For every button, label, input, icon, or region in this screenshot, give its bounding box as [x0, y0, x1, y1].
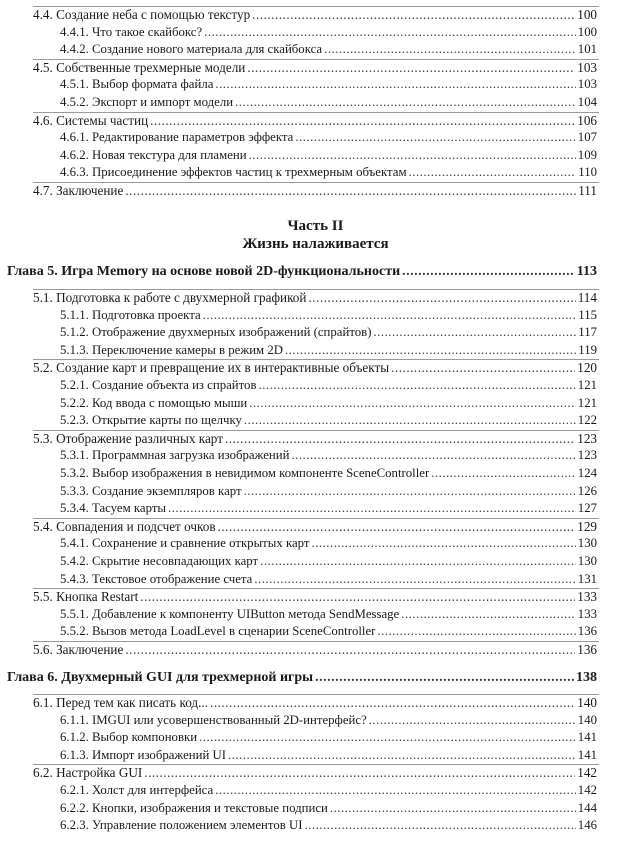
- toc-entry-title: 5.4.2. Скрытие несовпадающих карт: [60, 554, 259, 568]
- page-number: 106: [577, 112, 597, 128]
- toc-entry-title: 6.2.3. Управление положением элементов UI: [60, 818, 303, 833]
- toc-entry-title: 5.6. Заключение: [33, 642, 124, 657]
- page-number: 140: [577, 695, 597, 710]
- page-number: 142: [577, 783, 597, 797]
- dot-leader: [291, 448, 575, 463]
- dot-leader: [409, 165, 577, 180]
- toc-entry-title: 4.6. Системы частиц: [33, 112, 149, 128]
- dot-leader: [144, 765, 575, 781]
- toc-entry-title: 5.3.2. Выбор изображения в невидимом компоненте SceneController: [60, 466, 430, 480]
- dot-leader: [210, 695, 575, 711]
- toc-entry-title: 6.2.2. Кнопки, изображения и текстовые подписи: [60, 800, 328, 815]
- dot-leader: [225, 431, 575, 447]
- page-number: 121: [577, 378, 597, 392]
- toc-entry-title: 4.4.2. Создание нового материала для скайбокса: [60, 42, 323, 57]
- page-number: 130: [577, 554, 597, 568]
- dot-leader: [204, 25, 576, 40]
- dot-leader: [249, 148, 576, 163]
- toc-section: [33, 60, 597, 76]
- toc-subsection: [60, 783, 597, 798]
- dot-leader: [244, 413, 576, 428]
- page-number: 121: [577, 395, 597, 410]
- toc-entry-title: 4.6.1. Редактирование параметров эффекта: [60, 130, 294, 145]
- part-label: Часть II: [287, 218, 344, 234]
- toc-entry-title: 4.6.2. Новая текстура для пламени: [60, 147, 247, 162]
- page-number: 120: [577, 360, 597, 376]
- page-number: 103: [577, 77, 597, 92]
- toc-section: [33, 431, 597, 447]
- dot-leader: [150, 113, 575, 129]
- page-number: 136: [577, 624, 597, 639]
- toc-subsection: [60, 148, 597, 163]
- toc-subsection: [60, 536, 597, 551]
- page-number: 131: [577, 571, 597, 586]
- toc-section: [33, 589, 597, 605]
- page-number: 127: [577, 501, 597, 516]
- toc-entry-title: 5.1.3. Переключение камеры в режим 2D: [60, 342, 283, 357]
- toc-entry-title: 5.4. Совпадения и подсчет очков: [33, 518, 216, 534]
- toc-entry-title: 5.4.1. Сохранение и сравнение открытых карт: [60, 536, 310, 551]
- toc-entry-title: 4.5.2. Экспорт и импорт модели: [60, 95, 234, 109]
- toc-subsection: [60, 748, 597, 763]
- page-number: 100: [577, 24, 597, 39]
- page-number: 119: [578, 342, 597, 357]
- toc-subsection: [60, 466, 597, 481]
- page-number: 123: [577, 430, 597, 446]
- toc-entry-title: 6.1.3. Импорт изображений UI: [60, 747, 227, 762]
- toc-section: [33, 519, 597, 535]
- dot-leader: [252, 7, 575, 23]
- dot-leader: [312, 536, 576, 551]
- toc-subsection: [60, 484, 597, 499]
- page-number: 144: [577, 800, 597, 815]
- dot-leader: [369, 713, 576, 728]
- page-number: 101: [577, 42, 597, 57]
- dot-leader: [295, 130, 575, 145]
- toc-subsection: [60, 325, 597, 340]
- toc-subsection: [60, 501, 597, 516]
- page-number: 140: [577, 712, 597, 727]
- toc-subsection: [60, 42, 597, 57]
- page-number: 133: [577, 589, 597, 605]
- page-number: 130: [577, 536, 597, 551]
- page-number: 115: [578, 307, 597, 322]
- toc-entry-title: 6.1.1. IMGUI или усовершенствованный 2D-интерфейс?: [60, 712, 367, 727]
- page-number: 110: [578, 165, 597, 180]
- page-number: 146: [577, 818, 597, 833]
- toc-subsection: [60, 25, 597, 40]
- page-number: 141: [577, 730, 597, 745]
- toc-entry-title: 5.5.2. Вызов метода LoadLevel в сценарии SceneController: [60, 624, 376, 639]
- toc-entry-title: 5.1.1. Подготовка проекта: [60, 307, 201, 322]
- dot-leader: [285, 343, 576, 358]
- dot-leader: [373, 325, 576, 340]
- toc-entry-title: 4.5. Собственные трехмерные модели: [33, 59, 246, 75]
- dot-leader: [199, 730, 576, 745]
- toc-subsection: [60, 308, 597, 323]
- toc-section: [33, 7, 597, 23]
- dot-leader: [140, 589, 575, 605]
- toc-section: [33, 695, 597, 711]
- page-number: 126: [577, 483, 597, 498]
- dot-leader: [125, 642, 575, 658]
- dot-leader: [401, 607, 576, 622]
- toc-section: [33, 360, 597, 376]
- toc-entry-title: 5.5.1. Добавление к компоненту UIButton метода SendMessage: [60, 606, 400, 621]
- toc-subsection: [60, 801, 597, 816]
- toc-entry-title: 5.2.1. Создание объекта из спрайтов: [60, 378, 257, 392]
- toc-section: [33, 765, 597, 781]
- page-number: 142: [577, 765, 597, 781]
- toc-subsection: [60, 572, 597, 587]
- toc-entry-title: 5.3.3. Создание экземпляров карт: [60, 483, 242, 498]
- dot-leader: [235, 95, 576, 110]
- toc-subsection: [60, 396, 597, 411]
- toc-entry-title: 6.1.2. Выбор компоновки: [60, 730, 198, 745]
- dot-leader: [228, 748, 576, 763]
- dot-leader: [247, 60, 575, 76]
- page-number: 117: [578, 325, 597, 340]
- dot-leader: [244, 484, 576, 499]
- page-number: 104: [577, 95, 597, 109]
- toc-section: [33, 113, 597, 129]
- toc-subsection: [60, 165, 597, 180]
- dot-leader: [431, 466, 576, 481]
- dot-leader: [402, 264, 575, 280]
- dot-leader: [324, 42, 576, 57]
- part-title: Жизнь налаживается: [242, 236, 389, 252]
- toc-entry-title: 4.6.3. Присоединение эффектов частиц к трехмерным объектам: [60, 165, 407, 180]
- toc-entry-title: Глава 5. Игра Memory на основе новой 2D-функциональности: [7, 264, 401, 279]
- page-number: 129: [577, 518, 597, 534]
- toc-entry-title: 5.2.3. Открытие карты по щелчку: [60, 413, 242, 428]
- toc-entry-title: 4.7. Заключение: [33, 183, 124, 198]
- toc-subsection: [60, 413, 597, 428]
- toc-section: [33, 642, 597, 658]
- dot-leader: [315, 670, 574, 686]
- toc-entry-title: 5.5. Кнопка Restart: [33, 589, 139, 605]
- toc-subsection: [60, 77, 597, 92]
- toc-entry-title: 6.2.1. Холст для интерфейса: [60, 783, 214, 797]
- dot-leader: [215, 77, 575, 92]
- page-number: 138: [576, 670, 597, 685]
- page-number: 100: [577, 7, 597, 22]
- page-number: 111: [578, 183, 597, 198]
- toc-entry-title: 5.1.2. Отображение двухмерных изображений (спрайтов): [60, 325, 372, 340]
- page-number: 114: [577, 290, 597, 305]
- toc-subsection: [60, 554, 597, 569]
- dot-leader: [168, 501, 576, 516]
- dot-leader: [254, 572, 575, 587]
- dot-leader: [259, 378, 576, 393]
- toc-subsection: [60, 448, 597, 463]
- toc-subsection: [60, 95, 597, 110]
- toc-entry-title: 4.4.1. Что такое скайбокс?: [60, 24, 203, 39]
- page-number: 107: [577, 130, 597, 145]
- toc-entry-title: 6.2. Настройка GUI: [33, 765, 143, 781]
- dot-leader: [203, 308, 577, 323]
- page-number: 103: [577, 59, 597, 75]
- page-number: 113: [576, 264, 597, 279]
- dot-leader: [391, 360, 575, 376]
- dot-leader: [215, 783, 576, 798]
- dot-leader: [330, 801, 576, 816]
- toc-subsection: [60, 607, 597, 622]
- toc-entry-title: 5.3.1. Программная загрузка изображений: [60, 448, 290, 463]
- chapter-heading: [7, 264, 597, 280]
- page-number: 109: [577, 147, 597, 162]
- toc-entry-title: Глава 6. Двухмерный GUI для трехмерной игры: [7, 670, 314, 685]
- page-number: 133: [577, 606, 597, 621]
- chapter-heading: [7, 670, 597, 686]
- toc-subsection: [60, 130, 597, 145]
- dot-leader: [377, 624, 575, 639]
- dot-leader: [125, 183, 576, 199]
- toc-section: [33, 183, 597, 199]
- toc-entry-title: 5.3. Отображение различных карт: [33, 430, 223, 446]
- toc-entry-title: 5.3.4. Тасуем карты: [60, 501, 167, 516]
- toc-subsection: [60, 713, 597, 728]
- toc-subsection: [60, 730, 597, 745]
- toc-entry-title: 4.4. Создание неба с помощью текстур: [33, 7, 251, 22]
- toc-entry-title: 5.4.3. Текстовое отображение счета: [60, 571, 253, 586]
- toc-entry-title: 5.1. Подготовка к работе с двухмерной графикой: [33, 290, 307, 305]
- dot-leader: [260, 554, 576, 569]
- dot-leader: [308, 290, 575, 306]
- page-number: 141: [577, 747, 597, 762]
- page-number: 123: [577, 448, 597, 463]
- toc-subsection: [60, 818, 597, 833]
- page-number: 124: [577, 466, 597, 480]
- toc-subsection: [60, 343, 597, 358]
- toc-entry-title: 5.2. Создание карт и превращение их в интерактивные объекты: [33, 360, 390, 376]
- toc-section: [33, 290, 597, 306]
- page-number: 122: [577, 413, 597, 428]
- dot-leader: [249, 396, 576, 411]
- dot-leader: [304, 818, 575, 833]
- dot-leader: [218, 519, 576, 535]
- toc-subsection: [60, 624, 597, 639]
- toc-entry-title: 5.2.2. Код ввода с помощью мыши: [60, 395, 248, 410]
- toc-subsection: [60, 378, 597, 393]
- toc-entry-title: 6.1. Перед тем как писать код...: [33, 695, 209, 710]
- toc-entry-title: 4.5.1. Выбор формата файла: [60, 77, 214, 92]
- page-number: 136: [577, 642, 597, 657]
